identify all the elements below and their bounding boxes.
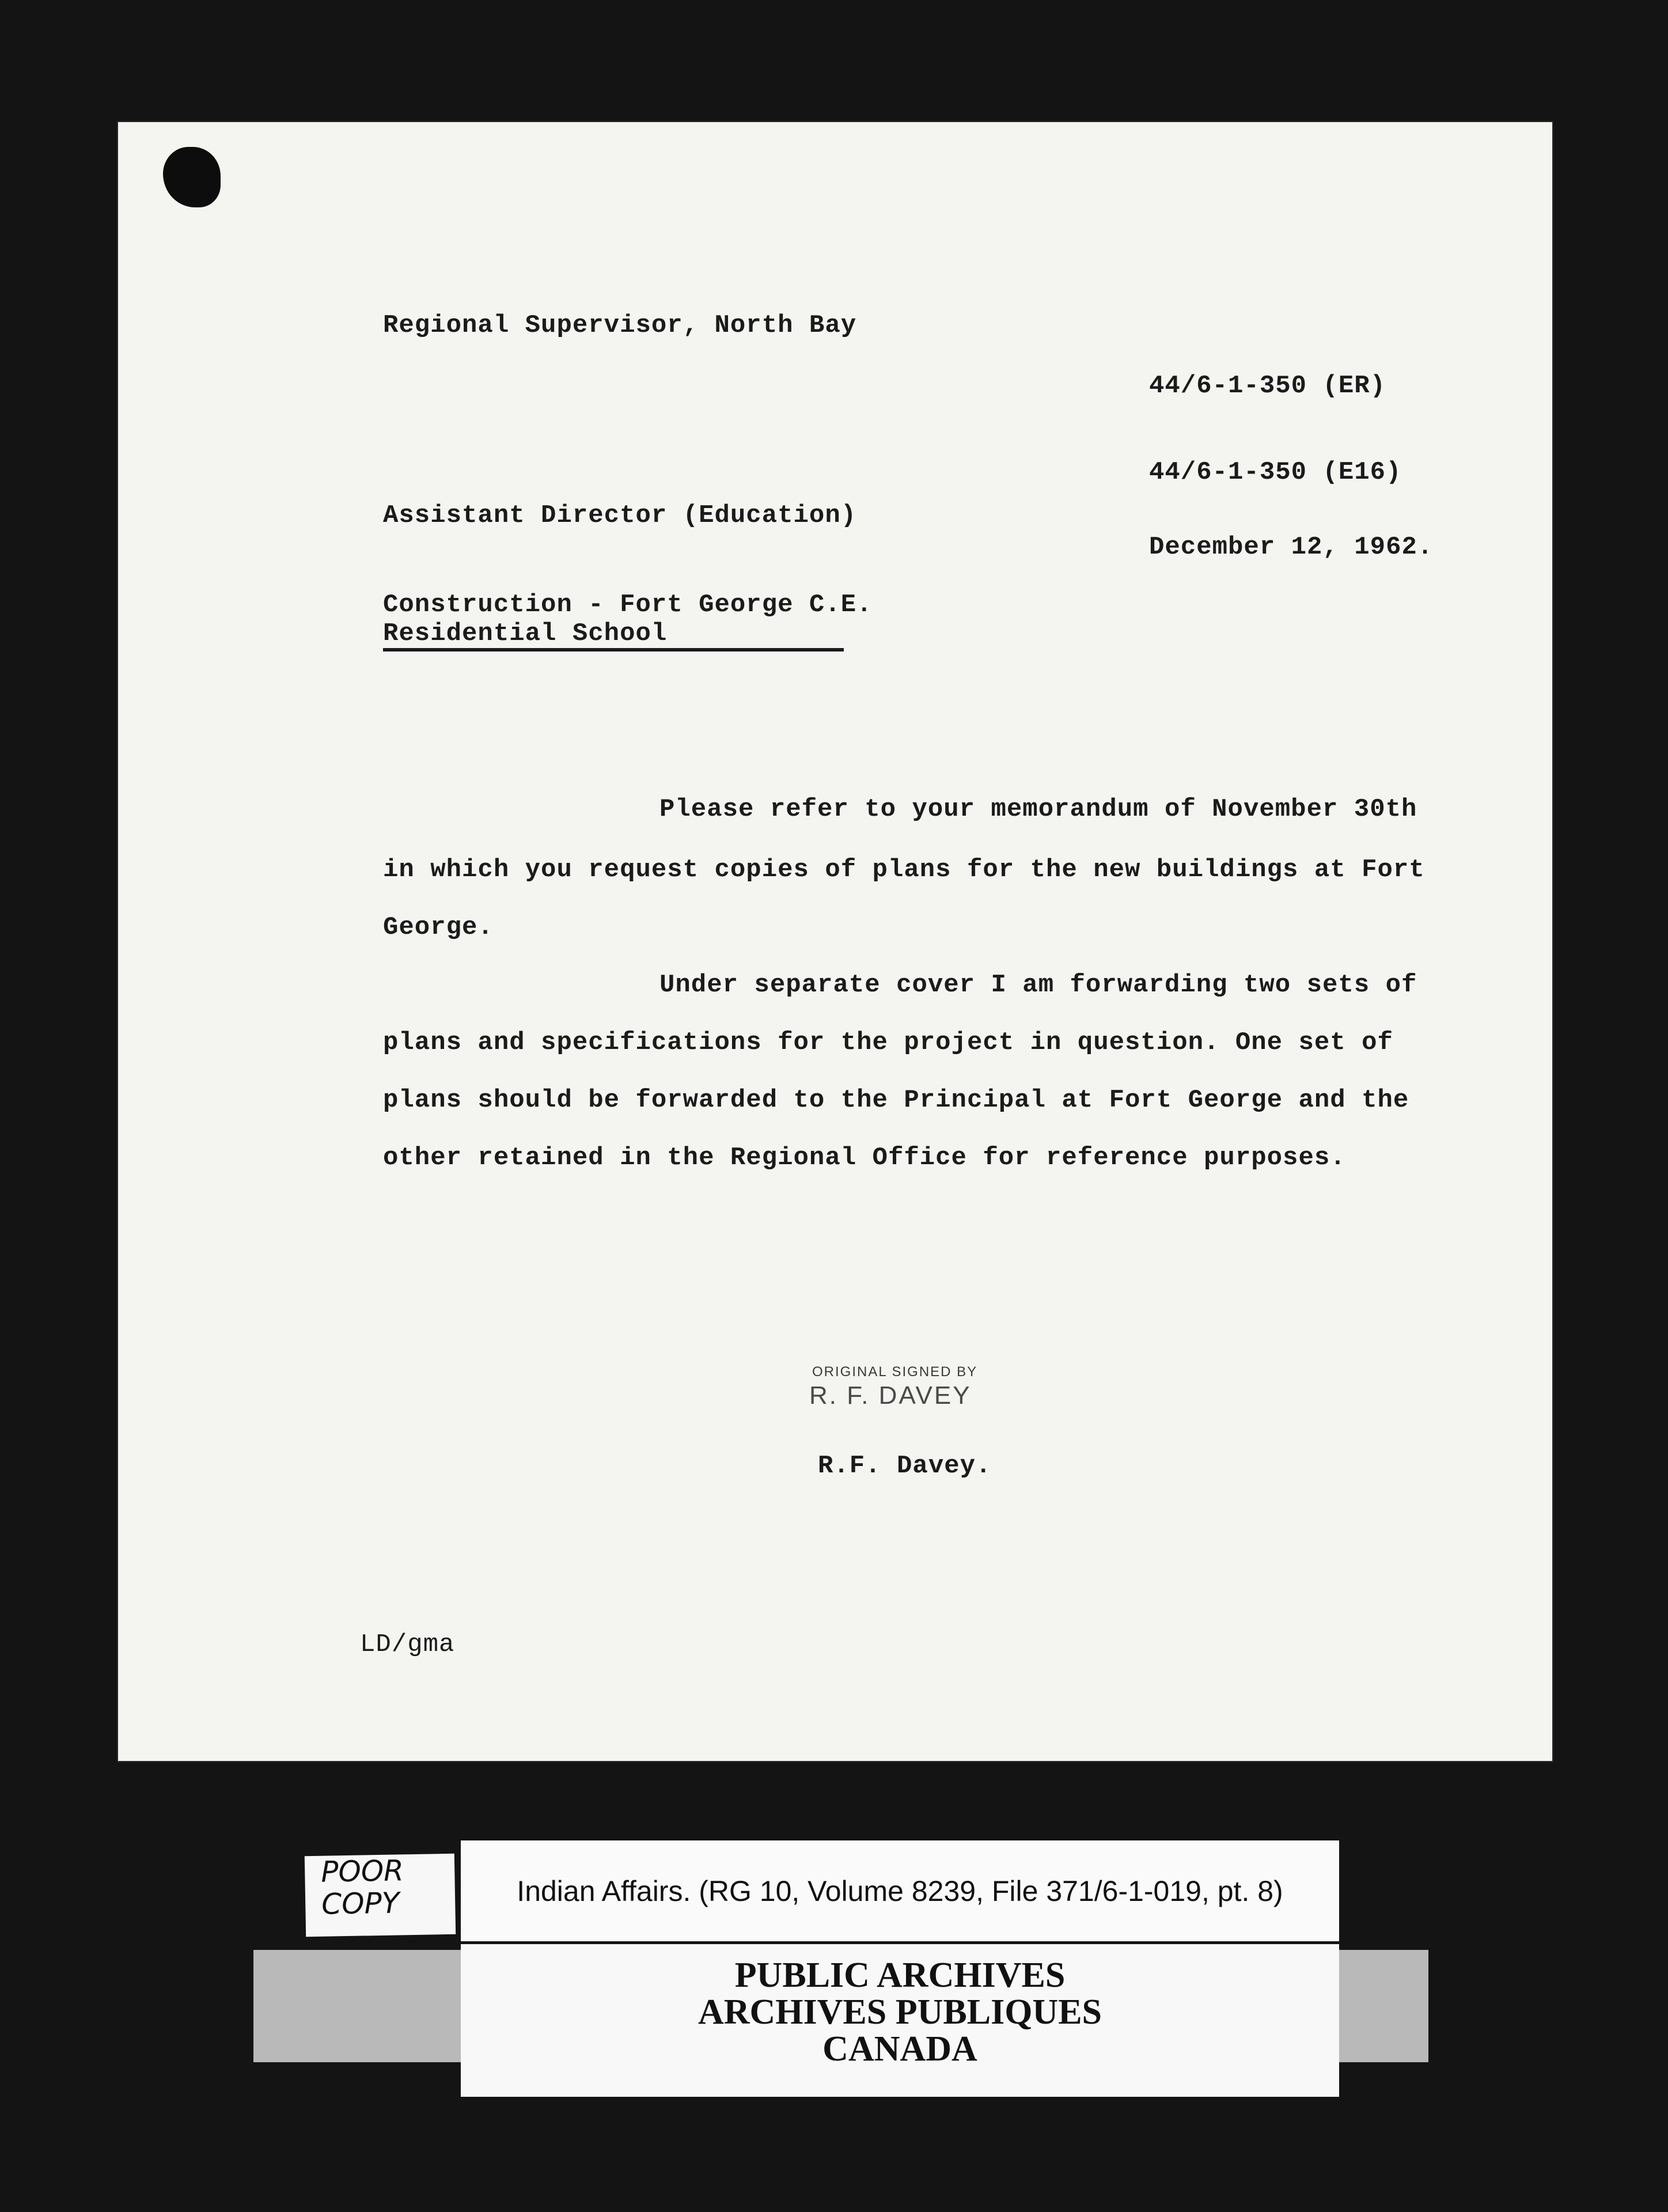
signature-stamp-name: R. F. DAVEY	[809, 1381, 972, 1410]
file-reference-1: 44/6-1-350 (ER)	[1149, 372, 1386, 400]
typist-initials: LD/gma	[360, 1630, 455, 1659]
file-reference-2: 44/6-1-350 (E16)	[1149, 458, 1402, 487]
archive-reference: Indian Affairs. (RG 10, Volume 8239, File 371/6-1-019, pt. 8)	[517, 1874, 1283, 1907]
subject-underline	[383, 648, 844, 652]
sender: Assistant Director (Education)	[383, 501, 857, 530]
archive-name-line: PUBLIC ARCHIVES	[734, 1956, 1066, 1995]
archive-name-line: CANADA	[822, 2029, 977, 2069]
body-line: Please refer to your memorandum of November 30th	[659, 795, 1417, 824]
subject-line-1: Construction - Fort George C.E.	[383, 590, 873, 619]
subject-line-2: Residential School	[383, 619, 668, 648]
body-line: plans and specifications for the project in question. One set of	[383, 1028, 1393, 1057]
body-line: George.	[383, 913, 494, 942]
archive-name-line: ARCHIVES PUBLIQUES	[697, 1993, 1102, 2032]
archive-name-block	[461, 1944, 1339, 2097]
memo-date: December 12, 1962.	[1149, 533, 1434, 562]
body-line: other retained in the Regional Office for reference purposes.	[383, 1143, 1346, 1172]
body-line: Under separate cover I am forwarding two sets of	[659, 971, 1417, 999]
archive-reference-label	[461, 1840, 1339, 1941]
body-line: in which you request copies of plans for the new buildings at Fort	[383, 855, 1425, 884]
poor-copy-line: POOR	[320, 1854, 404, 1889]
signature-name: R.F. Davey.	[818, 1452, 992, 1480]
memo-page	[118, 122, 1552, 1761]
recipient: Regional Supervisor, North Bay	[383, 311, 857, 340]
poor-copy-line: COPY	[321, 1886, 400, 1921]
poor-copy-label	[305, 1854, 456, 1937]
body-line: plans should be forwarded to the Principal at Fort George and the	[383, 1086, 1409, 1115]
signature-stamp-caption: ORIGINAL SIGNED BY	[812, 1364, 978, 1380]
